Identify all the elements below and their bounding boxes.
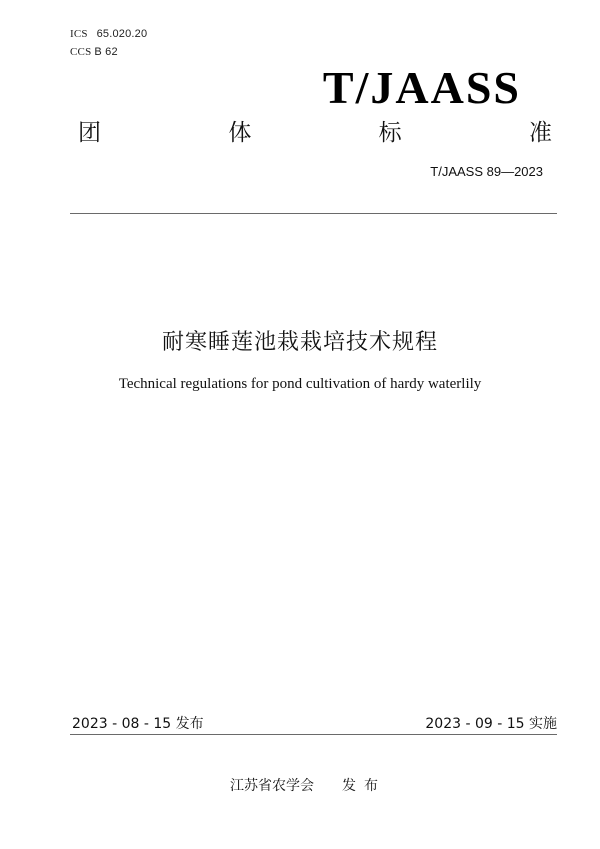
standard-number: T/JAASS 89—2023 (430, 164, 543, 179)
header-divider (70, 213, 557, 214)
ics-code: 65.020.20 (96, 28, 148, 40)
publish-date: 2023 - 08 - 15 发布 (72, 716, 204, 732)
standard-type-char: 团 (78, 120, 101, 146)
document-title-english: Technical regulations for pond cultivation of hardy waterlily (118, 376, 482, 392)
ics-label: ICS (70, 28, 88, 40)
ccs-label: CCS (70, 46, 92, 58)
standard-type-heading (78, 114, 552, 147)
standard-type-char: 准 (528, 120, 552, 146)
publisher-name: 江苏省农学会 (230, 778, 314, 794)
ics-code-line (70, 28, 147, 40)
standard-type-char: 体 (228, 120, 252, 146)
footer-divider (70, 734, 557, 735)
implementation-date: 2023 - 09 - 15 实施 (425, 716, 557, 732)
standard-brand-logo: T/JAASS (322, 62, 521, 113)
ccs-code: B 62 (94, 46, 118, 58)
publisher-line (230, 775, 386, 795)
standard-type-char: 标 (378, 120, 402, 146)
publisher-action: 发布 (342, 778, 386, 794)
ccs-code-line (70, 46, 118, 58)
document-title-chinese: 耐寒睡莲池栽栽培技术规程 (161, 330, 438, 355)
